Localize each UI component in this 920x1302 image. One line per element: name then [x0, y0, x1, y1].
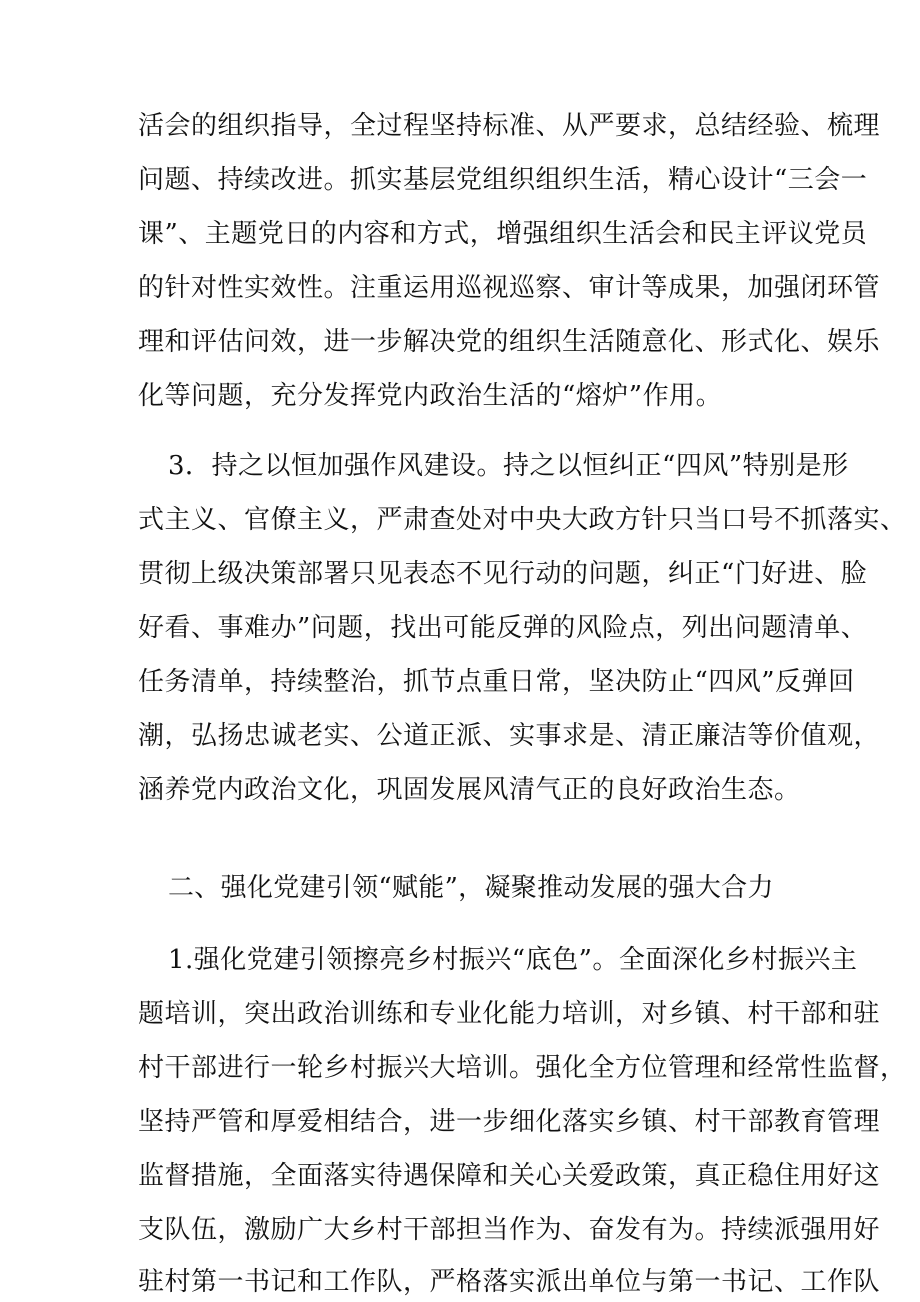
text-line: 课”、主题党日的内容和方式，增强组织生活会和民主评议党员 [138, 219, 868, 249]
text-line: 支队伍，激励广大乡村干部担当作为、奋发有为。持续派强用好 [138, 1215, 881, 1245]
text-line: 村干部进行一轮乡村振兴大培训。强化全方位管理和经常性监督， [138, 1053, 907, 1083]
text-line: 式主义、官僚主义，严肃查处对中央大政方针只当口号不抓落实、 [138, 505, 907, 535]
text-line: 的针对性实效性。注重运用巡视巡察、审计等成果，加强闭环管 [138, 273, 881, 303]
text-line: 化等问题，充分发挥党内政治生活的“熔炉”作用。 [138, 381, 723, 411]
text-line: 1.强化党建引领擦亮乡村振兴“底色”。全面深化乡村振兴主 [168, 945, 858, 975]
text-line: 涵养党内政治文化，巩固发展风清气正的良好政治生态。 [138, 775, 801, 805]
text-line: 任务清单，持续整治，抓节点重日常，坚决防止“四风”反弹回 [138, 667, 855, 697]
section-heading: 二、强化党建引领“赋能”，凝聚推动发展的强大合力 [168, 873, 774, 903]
text-line: 问题、持续改进。抓实基层党组织组织生活，精心设计“三会一 [138, 165, 868, 195]
text-line: 监督措施，全面落实待遇保障和关心关爱政策，真正稳住用好这 [138, 1161, 881, 1191]
text-line: 理和评估问效，进一步解决党的组织生活随意化、形式化、娱乐 [138, 327, 881, 357]
text-line: 坚持严管和厚爱相结合，进一步细化落实乡镇、村干部教育管理 [138, 1107, 881, 1137]
text-line: 驻村第一书记和工作队，严格落实派出单位与第一书记、工作队 [138, 1267, 881, 1297]
text-line: 贯彻上级决策部署只见表态不见行动的问题，纠正“门好进、脸 [138, 559, 868, 589]
text-line: 3．持之以恒加强作风建设。持之以恒纠正“四风”特别是形 [168, 451, 849, 481]
text-line: 题培训，突出政治训练和专业化能力培训，对乡镇、村干部和驻 [138, 999, 881, 1029]
text-line: 活会的组织指导，全过程坚持标准、从严要求，总结经验、梳理 [138, 111, 881, 141]
text-line: 好看、事难办”问题，找出可能反弹的风险点，列出问题清单、 [138, 613, 868, 643]
text-line: 潮，弘扬忠诚老实、公道正派、实事求是、清正廉洁等价值观， [138, 721, 881, 751]
